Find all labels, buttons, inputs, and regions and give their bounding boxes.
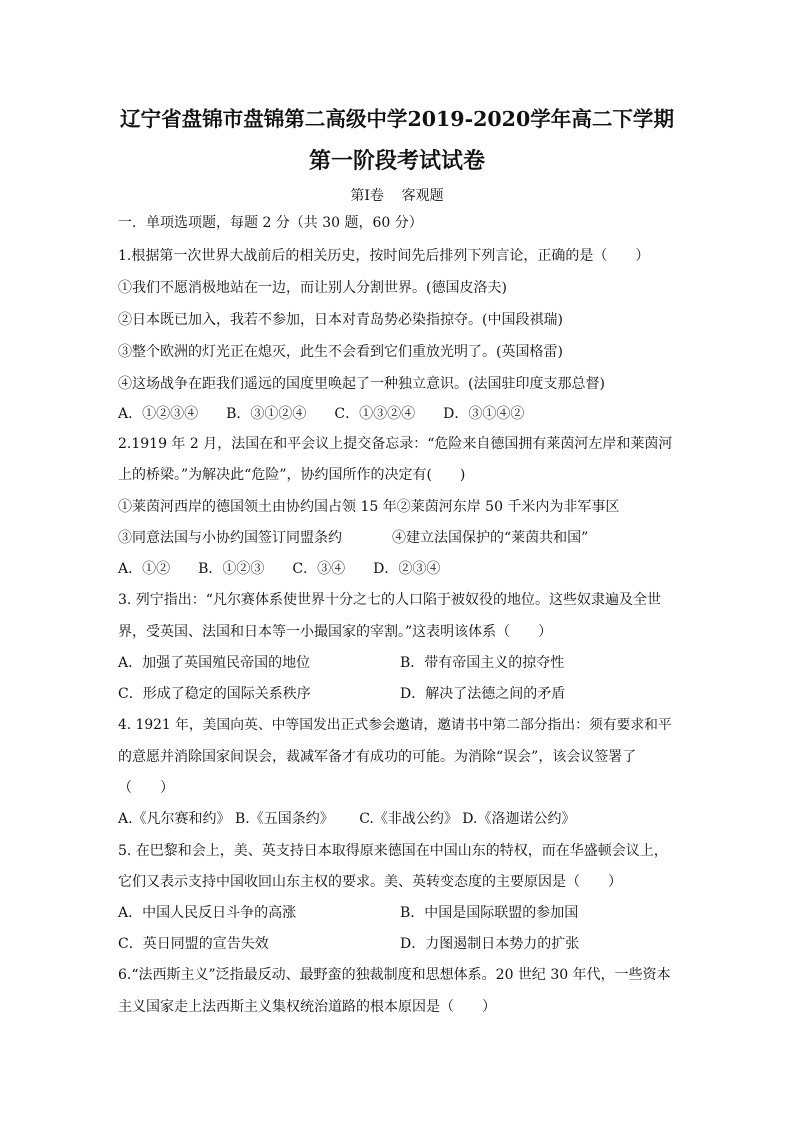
q5-stem-line-1: 5. 在巴黎和会上，美、英支持日本取得原来德国在中国山东的特权，而在华盛顿会议上， <box>118 843 668 859</box>
q3-options-row-2 <box>118 682 678 706</box>
q5-option-d: D．力图遏制日本势力的扩张 <box>400 936 580 952</box>
q3-option-d: D．解决了法德之间的矛盾 <box>400 686 566 702</box>
exam-title-line-1: 辽宁省盘锦市盘锦第二高级中学2019-2020学年高二下学期 <box>120 107 674 131</box>
q3-option-c: C．形成了稳定的国际关系秩序 <box>118 686 311 702</box>
q3-option-b: B．带有帝国主义的掠夺性 <box>400 655 565 671</box>
q5-options-row-2 <box>118 932 678 956</box>
q4-options: A.《凡尔赛和约》 B.《五国条约》 C.《非战公约》 D.《洛迦诺公约》 <box>118 811 576 827</box>
q4-stem-line-3: （ ） <box>118 780 174 796</box>
part-heading: 一．单项选项题，每题 2 分（共 30 题，60 分） <box>118 215 423 231</box>
q2-items-line-1: ①莱茵河西岸的德国领土由协约国占领 15 年②莱茵河东岸 50 千米内为非军事区 <box>118 499 620 515</box>
q4-stem-line-1: 4. 1921 年，美国向英、中等国发出正式参会邀请，邀请书中第二部分指出：须有要求和平 <box>118 717 672 733</box>
q2-item-4: ④建立法国保护的“莱茵共和国” <box>392 530 589 546</box>
q3-stem-line-1: 3. 列宁指出：“凡尔赛体系使世界十分之七的人口陷于被奴役的地位。这些奴隶遍及全世 <box>118 592 661 608</box>
q1-item-1: ①我们不愿消极地站在一边，而让别人分割世界。(德国皮洛夫) <box>118 280 507 296</box>
q5-option-a: A．中国人民反日斗争的高涨 <box>118 905 297 921</box>
q5-option-c: C．英日同盟的宣告失效 <box>118 936 269 952</box>
q2-item-3: ③同意法国与小协约国签订同盟条约 <box>118 530 342 546</box>
q6-stem-line-1: 6.“法西斯主义”泛指最反动、最野蛮的独裁制度和思想体系。20 世纪 30 年代，一些资本 <box>118 967 671 983</box>
q2-items-line-2 <box>118 526 678 550</box>
q1-options: A．①②③④ B．③①②④ C．①③②④ D．③①④② <box>118 406 525 422</box>
q2-stem-line-1: 2.1919 年 2 月，法国在和平会议上提交备忘录：“危险来自德国拥有莱茵河左岸和莱茵河 <box>118 436 673 452</box>
q1-item-3: ③整个欧洲的灯光正在熄灭，此生不会看到它们重放光明了。(英国格雷) <box>118 344 563 360</box>
q2-stem-line-2: 上的桥梁。”为解决此“危险”，协约国所作的决定有( ) <box>118 467 466 483</box>
q1-stem: 1.根据第一次世界大战前后的相关历史，按时间先后排列下列言论，正确的是（ ） <box>118 248 650 264</box>
q1-item-4: ④这场战争在距我们遥远的国度里唤起了一种独立意识。(法国驻印度支那总督) <box>118 376 605 392</box>
q5-options-row-1 <box>118 901 678 925</box>
q5-stem-line-2: 它们又表示支持中国收回山东主权的要求。美、英转变态度的主要原因是（ ） <box>118 874 622 890</box>
section-title: 第Ⅰ卷 客观题 <box>350 188 444 204</box>
exam-title-line-2: 第一阶段考试试卷 <box>308 148 485 174</box>
q2-options: A．①② B．①②③ C．③④ D．②③④ <box>118 561 441 577</box>
q5-option-b: B．中国是国际联盟的参加国 <box>400 905 579 921</box>
q4-stem-line-2: 的意愿并消除国家间误会，裁减军备才有成功的可能。为消除“误会”，该会议签署了 <box>118 749 637 765</box>
q6-stem-line-2: 主义国家走上法西斯主义集权统治道路的根本原因是（ ） <box>118 999 496 1015</box>
q3-options-row-1 <box>118 651 678 675</box>
q3-option-a: A．加强了英国殖民帝国的地位 <box>118 655 311 671</box>
q3-stem-line-2: 界，受英国、法国和日本等一小撮国家的宰割。”这表明该体系（ ） <box>118 624 553 640</box>
q1-item-2: ②日本既已加入，我若不参加，日本对青岛势必染指掠夺。(中国段祺瑞) <box>118 312 563 328</box>
